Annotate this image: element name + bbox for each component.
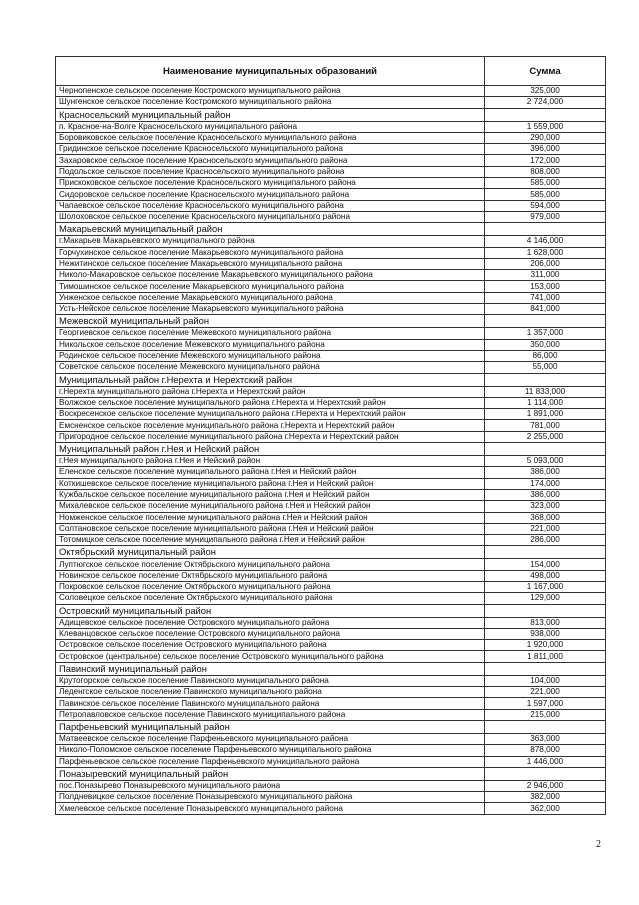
municipality-name-cell: Георгиевское сельское поселение Межевского муниципального района	[56, 328, 485, 339]
table-row	[56, 617, 606, 628]
municipality-name-cell: Адищевское сельское поселение Островского муниципального района	[56, 617, 485, 628]
table-row	[56, 328, 606, 339]
amount-cell: 153,000	[485, 281, 606, 292]
municipality-name-cell: Леденгское сельское поселение Павинского муниципального района	[56, 687, 485, 698]
table-row	[56, 247, 606, 258]
table-row	[56, 386, 606, 397]
table-row	[56, 501, 606, 512]
amount-cell: 363,000	[485, 733, 606, 744]
table-row	[56, 409, 606, 420]
amount-cell: 1 559,000	[485, 121, 606, 132]
table-row	[56, 270, 606, 281]
municipality-name-cell: Номженское сельское поселение муниципального района г.Нея и Нейский район	[56, 512, 485, 523]
amount-cell: 741,000	[485, 292, 606, 303]
district-heading-row	[56, 443, 606, 456]
amount-cell: 362,000	[485, 803, 606, 814]
table-row	[56, 570, 606, 581]
table-row	[56, 803, 606, 814]
table-row	[56, 178, 606, 189]
amount-cell	[485, 546, 606, 559]
amount-cell: 2 255,000	[485, 431, 606, 442]
table-row	[56, 121, 606, 132]
municipality-name-cell: Парфеньевское сельское поселение Парфеньевского муниципального района	[56, 756, 485, 767]
table-row	[56, 304, 606, 315]
amount-cell	[485, 315, 606, 328]
amount-cell: 86,000	[485, 350, 606, 361]
table-row	[56, 362, 606, 373]
amount-cell	[485, 662, 606, 675]
municipality-name-cell: Солтановское сельское поселение муниципального района г.Нея и Нейский район	[56, 523, 485, 534]
municipality-name-cell: г.Нерехта муниципального района г.Нерехта и Нерехтский район	[56, 386, 485, 397]
table-header-row	[56, 57, 606, 86]
municipality-name-cell: Захаровское сельское поселение Красносельского муниципального района	[56, 155, 485, 166]
amount-cell: 386,000	[485, 467, 606, 478]
table-row	[56, 467, 606, 478]
table-row	[56, 512, 606, 523]
table-row	[56, 593, 606, 604]
municipality-name-cell: Боровиковское сельское поселение Красносельского муниципального района	[56, 132, 485, 143]
district-heading-row	[56, 767, 606, 780]
municipality-name-cell: Подольское сельское поселение Красносельского муниципального района	[56, 166, 485, 177]
table-row	[56, 456, 606, 467]
municipality-name-cell: Островское (центральное) сельское поселение Островского муниципального района	[56, 651, 485, 662]
amount-cell: 1 891,000	[485, 409, 606, 420]
amount-cell	[485, 223, 606, 236]
table-body	[56, 86, 606, 815]
table-row	[56, 780, 606, 791]
table-row	[56, 292, 606, 303]
municipality-name-cell: Николо-Макаровское сельское поселение Макарьевского муниципального района	[56, 270, 485, 281]
municipality-name-cell: Крутогорское сельское поселение Павинского муниципального района	[56, 675, 485, 686]
table-row	[56, 651, 606, 662]
municipality-name-cell: Макарьевский муниципальный район	[56, 223, 485, 236]
amount-cell: 2 724,000	[485, 97, 606, 108]
amount-cell: 594,000	[485, 200, 606, 211]
table-row	[56, 559, 606, 570]
municipality-name-cell: пос.Поназырево Поназыревского муниципального раиона	[56, 780, 485, 791]
table-row	[56, 144, 606, 155]
table-row	[56, 97, 606, 108]
table-row	[56, 155, 606, 166]
amount-cell	[485, 108, 606, 121]
municipality-name-cell: Николо-Поломское сельское поселение Парфеньевского муниципального района	[56, 745, 485, 756]
amount-cell: 215,000	[485, 709, 606, 720]
amount-cell: 290,000	[485, 132, 606, 143]
municipality-name-cell: Парфеньевский муниципальный район	[56, 720, 485, 733]
table-row	[56, 86, 606, 97]
municipality-name-cell: г.Нея муниципального района г.Нея и Нейский район	[56, 456, 485, 467]
district-heading-row	[56, 546, 606, 559]
amount-cell: 808,000	[485, 166, 606, 177]
amount-cell: 55,000	[485, 362, 606, 373]
amount-cell	[485, 373, 606, 386]
table-row	[56, 211, 606, 222]
name-column-header: Наименование муниципальных образований	[56, 57, 485, 86]
municipality-name-cell: Межевской муниципальный район	[56, 315, 485, 328]
municipality-name-cell: Муниципальный район г.Нерехта и Нерехтский район	[56, 373, 485, 386]
municipality-name-cell: Октябрьский муниципальный район	[56, 546, 485, 559]
municipality-name-cell: Коткишевское сельское поселение муниципального района г.Нея и Нейский район	[56, 478, 485, 489]
amount-cell: 221,000	[485, 523, 606, 534]
municipality-name-cell: Усть-Нейское сельское поселение Макарьевского муниципального района	[56, 304, 485, 315]
municipality-name-cell: Клеванцовское сельское поселение Островского муниципального района	[56, 628, 485, 639]
amount-cell: 1 597,000	[485, 698, 606, 709]
municipality-name-cell: Чапаевское сельское поселение Красносельского муниципального района	[56, 200, 485, 211]
amount-cell: 2 946,000	[485, 780, 606, 791]
amount-cell	[485, 720, 606, 733]
amount-cell: 1 446,000	[485, 756, 606, 767]
table-row	[56, 281, 606, 292]
municipality-name-cell: Покровское сельское поселение Октябрьского муниципального района	[56, 581, 485, 592]
municipality-name-cell: Хмелевское сельское поселение Поназыревского муниципального района	[56, 803, 485, 814]
table-row	[56, 236, 606, 247]
table-row	[56, 628, 606, 639]
amount-cell: 323,000	[485, 501, 606, 512]
amount-cell: 221,000	[485, 687, 606, 698]
municipality-name-cell: Унженское сельское поселение Макарьевского муниципального района	[56, 292, 485, 303]
amount-cell: 878,000	[485, 745, 606, 756]
municipality-name-cell: Емсненское сельское поселение муниципального района г.Нерехта и Нерехтский район	[56, 420, 485, 431]
table-row	[56, 687, 606, 698]
amount-cell: 172,000	[485, 155, 606, 166]
district-heading-row	[56, 604, 606, 617]
table-row	[56, 523, 606, 534]
amount-cell: 325,000	[485, 86, 606, 97]
municipality-name-cell: Павинское сельское поселение Павинского муниципального района	[56, 698, 485, 709]
municipality-name-cell: Павинский муниципальный район	[56, 662, 485, 675]
amount-cell: 11 833,000	[485, 386, 606, 397]
municipality-name-cell: Полдневицкое сельское поселение Поназыревского муниципального района	[56, 792, 485, 803]
municipality-name-cell: Шолоховское сельское поселение Красносельского муниципального района	[56, 211, 485, 222]
municipality-name-cell: Красносельский муниципальный район	[56, 108, 485, 121]
municipality-name-cell: Островское сельское поселение Островского муниципального района	[56, 640, 485, 651]
table-row	[56, 792, 606, 803]
amount-cell: 368,000	[485, 512, 606, 523]
amount-cell	[485, 767, 606, 780]
municipality-name-cell: Нежитинское сельское поселение Макарьевского муниципального района	[56, 258, 485, 269]
amount-cell: 1 114,000	[485, 397, 606, 408]
municipality-name-cell: Сидоровское сельское поселение Красносельского муниципального района	[56, 189, 485, 200]
amount-cell: 938,000	[485, 628, 606, 639]
district-heading-row	[56, 315, 606, 328]
amount-cell: 1 167,000	[485, 581, 606, 592]
amount-cell: 498,000	[485, 570, 606, 581]
municipality-name-cell: Волжское сельское поселение муниципального района г.Нерехта и Нерехтский район	[56, 397, 485, 408]
table-row	[56, 166, 606, 177]
municipality-name-cell: Поназыревский муниципальный район	[56, 767, 485, 780]
district-heading-row	[56, 223, 606, 236]
municipal-funding-table	[55, 56, 606, 815]
page-number: 2	[596, 839, 601, 850]
table-row	[56, 535, 606, 546]
table-row	[56, 709, 606, 720]
municipality-name-cell: Чернопенское сельское поселение Костромского муниципального района	[56, 86, 485, 97]
table-row	[56, 745, 606, 756]
table-row	[56, 756, 606, 767]
amount-cell: 382,000	[485, 792, 606, 803]
table-row	[56, 397, 606, 408]
amount-cell: 396,000	[485, 144, 606, 155]
amount-cell: 311,000	[485, 270, 606, 281]
municipality-name-cell: Горчухинское сельское поселение Макарьевского муниципального района	[56, 247, 485, 258]
municipal-funding-sheet	[55, 56, 606, 815]
municipality-name-cell: Луптюгское сельское поселение Октябрьского муниципального района	[56, 559, 485, 570]
amount-cell: 813,000	[485, 617, 606, 628]
amount-cell: 1 920,000	[485, 640, 606, 651]
amount-cell: 104,000	[485, 675, 606, 686]
municipality-name-cell: Матвеевское сельское поселение Парфеньевского муниципального района	[56, 733, 485, 744]
municipality-name-cell: Соловецкое сельское поселение Октябрьского муниципального района	[56, 593, 485, 604]
amount-cell: 781,000	[485, 420, 606, 431]
amount-cell: 1 357,000	[485, 328, 606, 339]
amount-cell: 1 628,000	[485, 247, 606, 258]
district-heading-row	[56, 108, 606, 121]
table-row	[56, 132, 606, 143]
table-row	[56, 420, 606, 431]
municipality-name-cell: Никольское сельское поселение Межевского муниципального района	[56, 339, 485, 350]
municipality-name-cell: Островский муниципальный район	[56, 604, 485, 617]
municipality-name-cell: г.Макарьев Макарьевского муниципального района	[56, 236, 485, 247]
municipality-name-cell: Еленское сельское поселение муниципального района г.Нея и Нейский район	[56, 467, 485, 478]
table-row	[56, 698, 606, 709]
municipality-name-cell: Тимошинское сельское поселение Макарьевского муниципального района	[56, 281, 485, 292]
municipality-name-cell: Кужбальское сельское поселение муниципального района г.Нея и Нейский район	[56, 489, 485, 500]
amount-cell: 841,000	[485, 304, 606, 315]
municipality-name-cell: Михалевское сельское поселение муниципального района г.Нея и Нейский район	[56, 501, 485, 512]
amount-cell	[485, 604, 606, 617]
municipality-name-cell: Воскресенское сельское поселение муниципального района г.Нерехта и Нерехтский район	[56, 409, 485, 420]
district-heading-row	[56, 720, 606, 733]
municipality-name-cell: п. Красное-на-Волге Красносельского муниципального района	[56, 121, 485, 132]
municipality-name-cell: Родинское сельское поселение Межевского муниципального района	[56, 350, 485, 361]
table-row	[56, 489, 606, 500]
table-row	[56, 640, 606, 651]
municipality-name-cell: Муниципальный район г.Нея и Нейский район	[56, 443, 485, 456]
amount-cell: 1 811,000	[485, 651, 606, 662]
table-row	[56, 431, 606, 442]
amount-cell: 979,000	[485, 211, 606, 222]
district-heading-row	[56, 373, 606, 386]
amount-cell: 154,000	[485, 559, 606, 570]
amount-cell: 4 146,000	[485, 236, 606, 247]
amount-cell: 350,000	[485, 339, 606, 350]
amount-cell: 174,000	[485, 478, 606, 489]
table-row	[56, 258, 606, 269]
municipality-name-cell: Новинское сельское поселение Октябрьского муниципального района	[56, 570, 485, 581]
municipality-name-cell: Прискоковское сельское поселение Красносельского муниципального района	[56, 178, 485, 189]
district-heading-row	[56, 662, 606, 675]
amount-cell: 206,000	[485, 258, 606, 269]
municipality-name-cell: Пригородное сельское поселение муниципального района г.Нерехта и Нерехтский район	[56, 431, 485, 442]
amount-cell: 585,000	[485, 178, 606, 189]
municipality-name-cell: Советское сельское поселение Межевского муниципального района	[56, 362, 485, 373]
table-row	[56, 339, 606, 350]
table-row	[56, 581, 606, 592]
municipality-name-cell: Тотомицкое сельское поселение муниципального района г.Нея и Нейский район	[56, 535, 485, 546]
amount-cell: 129,000	[485, 593, 606, 604]
table-row	[56, 350, 606, 361]
table-row	[56, 200, 606, 211]
amount-cell	[485, 443, 606, 456]
amount-cell: 386,000	[485, 489, 606, 500]
table-row	[56, 675, 606, 686]
municipality-name-cell: Петропавловское сельское поселение Павинского муниципального района	[56, 709, 485, 720]
municipality-name-cell: Гридинское сельское поселение Красносельского муниципального района	[56, 144, 485, 155]
table-row	[56, 189, 606, 200]
municipality-name-cell: Шунгенское сельское поселение Костромского муниципального района	[56, 97, 485, 108]
amount-cell: 5 093,000	[485, 456, 606, 467]
amount-cell: 286,000	[485, 535, 606, 546]
table-row	[56, 478, 606, 489]
table-row	[56, 733, 606, 744]
amount-cell: 585,000	[485, 189, 606, 200]
amount-column-header: Сумма	[485, 57, 606, 86]
